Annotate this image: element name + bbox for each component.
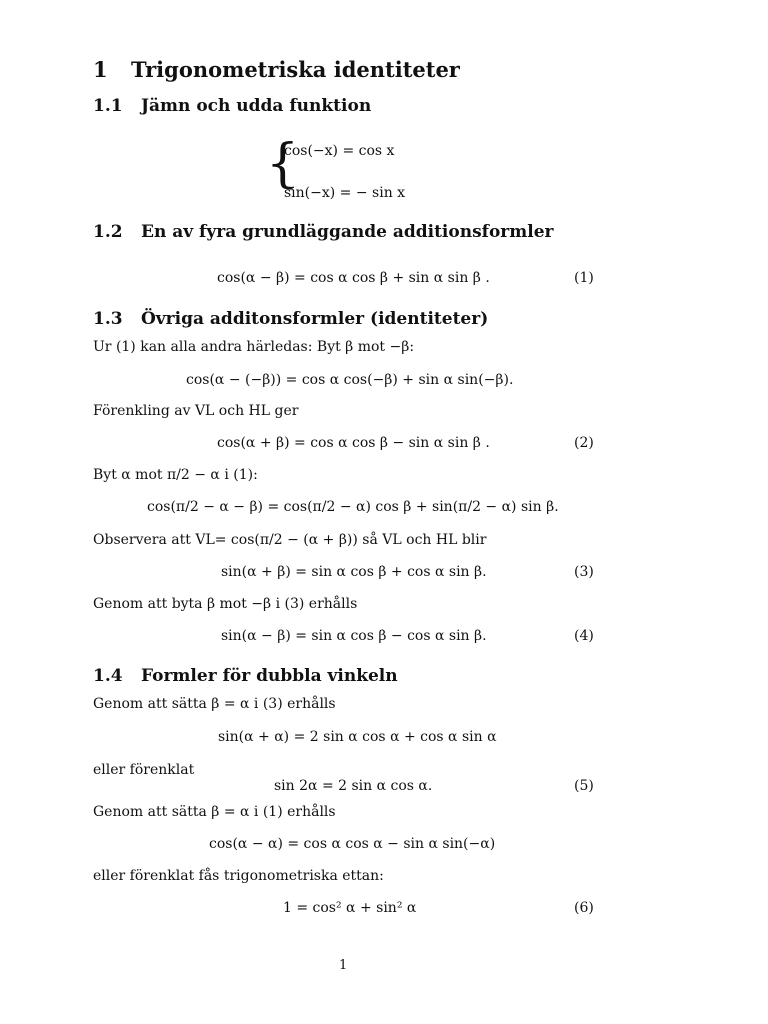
equation-number: (4) [574,628,594,644]
paragraph-text: eller förenklat [93,762,195,778]
subsection-number: 1.3 [93,309,123,329]
equation-number: (5) [574,778,594,794]
subsection-title: En av fyra grundläggande additionsformler [141,222,554,242]
system-equation-line1: cos(−x) = cos x [284,143,395,159]
equation-number: (2) [574,435,594,451]
equation-number: (6) [574,900,594,916]
subsection-title: Formler för dubbla vinkeln [141,666,398,686]
paragraph-text: Genom att byta β mot −β i (3) erhålls [93,596,358,612]
paragraph-text: Förenkling av VL och HL ger [93,403,299,419]
paragraph-text: Observera att VL= cos(π/2 − (α + β)) så VL och HL blir [93,532,487,548]
equation-number: (3) [574,564,594,580]
left-brace: { [266,134,300,194]
equation-1: cos(α − β) = cos α cos β + sin α sin β . [217,270,490,286]
section-number: 1 [93,57,108,82]
equation-4: sin(α − β) = sin α cos β − cos α sin β. [221,628,487,644]
page-number: 1 [339,958,348,973]
paragraph-text: Byt α mot π/2 − α i (1): [93,467,258,483]
subsection-title: Jämn och udda funktion [141,96,372,116]
equation-double-angle-expansion: sin(α + α) = 2 sin α cos α + cos α sin α [218,729,497,745]
paragraph-text: eller förenklat fås trigonometriska ettan: [93,868,384,884]
paragraph-text: Genom att sätta β = α i (1) erhålls [93,804,336,820]
paragraph-text: Genom att sätta β = α i (3) erhålls [93,696,336,712]
equation-pi-substitution: cos(π/2 − α − β) = cos(π/2 − α) cos β + sin(π/2 − α) sin β. [147,499,559,515]
subsection-number: 1.1 [93,96,123,116]
equation-number: (1) [574,270,594,286]
equation-5: sin 2α = 2 sin α cos α. [274,778,433,794]
equation-substitution: cos(α − (−β)) = cos α cos(−β) + sin α sin(−β). [186,372,514,388]
equation-6: 1 = cos² α + sin² α [283,900,417,916]
section-title: Trigonometriska identiteter [131,57,460,82]
subsection-number: 1.4 [93,666,123,686]
subsection-title: Övriga additonsformler (identiteter) [141,309,489,329]
paragraph-text: Ur (1) kan alla andra härledas: Byt β mot −β: [93,339,415,355]
equation-cos-expansion: cos(α − α) = cos α cos α − sin α sin(−α) [209,836,496,852]
system-equation-line2: sin(−x) = − sin x [284,185,406,201]
subsection-number: 1.2 [93,222,123,242]
equation-3: sin(α + β) = sin α cos β + cos α sin β. [221,564,487,580]
equation-2: cos(α + β) = cos α cos β − sin α sin β . [217,435,490,451]
